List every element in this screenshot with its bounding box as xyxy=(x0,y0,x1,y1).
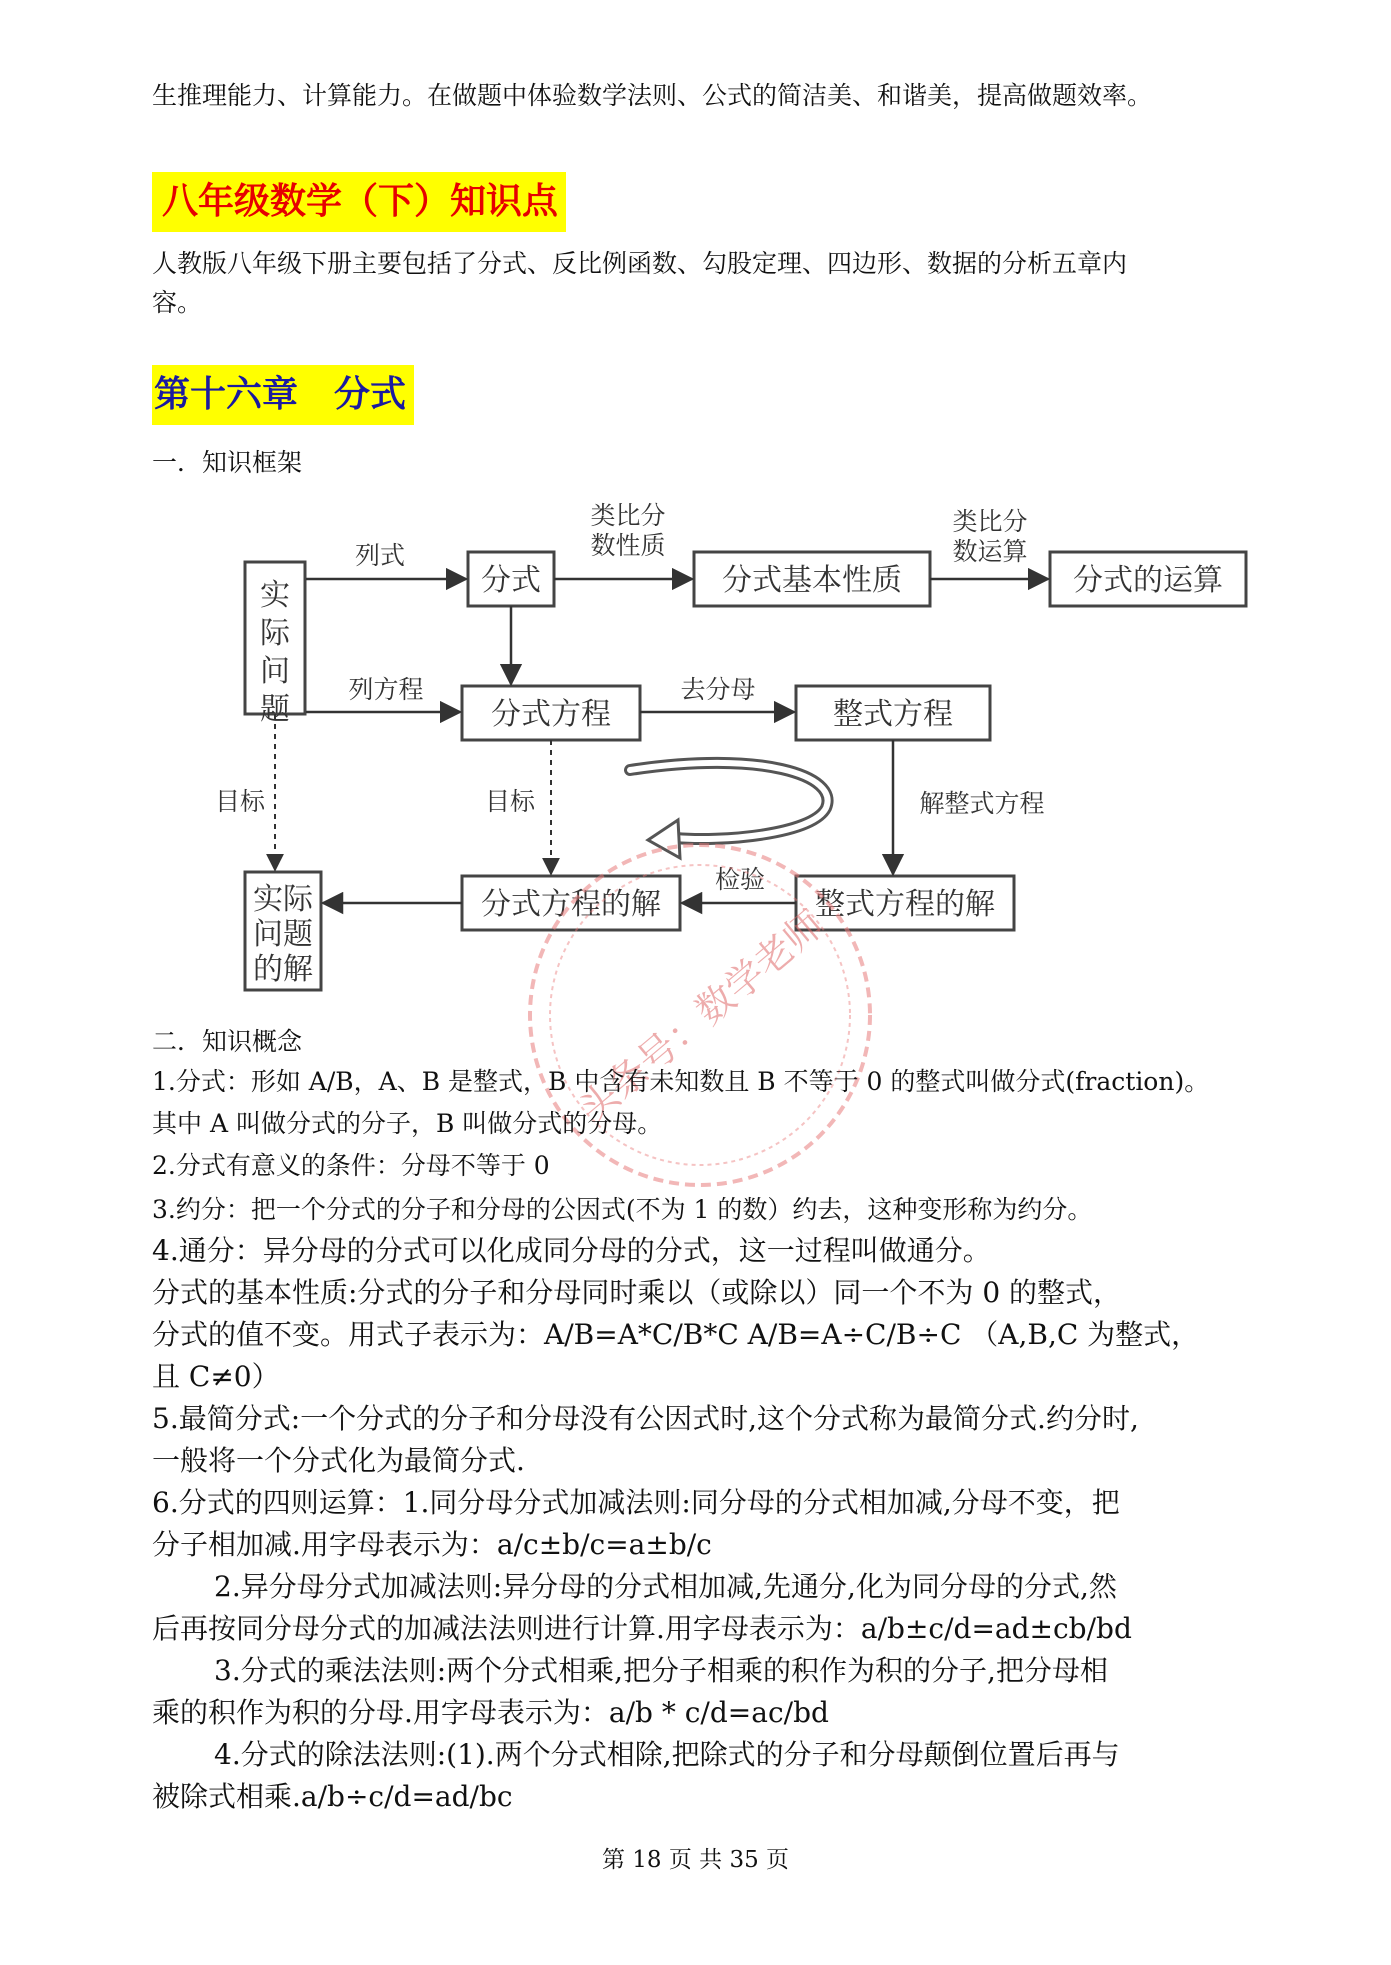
box-shiji-char-1: 实 xyxy=(260,578,290,613)
label-liefangcheng: 列方程 xyxy=(348,675,424,704)
box-shiji-char-4: 题 xyxy=(260,692,290,727)
para-8b: 后再按同分母分式的加减法法则进行计算.用字母表示为：a/b±c/d=ad±cb/bd xyxy=(152,1612,1132,1645)
page-footer: 第 18 页 共 35 页 xyxy=(601,1847,790,1873)
summary-line-1: 人教版八年级下册主要包括了分式、反比例函数、勾股定理、四边形、数据的分析五章内 xyxy=(152,249,1128,278)
box-jie-shiji-line-1: 实际 xyxy=(253,882,313,917)
para-2: 2.分式有意义的条件：分母不等于 0 xyxy=(152,1151,550,1180)
section-knowledge-framework: 一．知识框架 xyxy=(152,448,303,477)
box-jie-fenshi-label: 分式方程的解 xyxy=(481,887,661,922)
box-jie-zhengshi-label: 整式方程的解 xyxy=(815,887,995,922)
para-9a: 3.分式的乘法法则:两个分式相乘,把分子相乘的积作为积的分子,把分母相 xyxy=(214,1654,1108,1687)
box-jie-shiji-line-2: 问题 xyxy=(253,917,313,952)
box-shiji-char-3: 问 xyxy=(260,654,290,689)
para-5b: 分式的值不变。用式子表示为：A/B=A*C/B*C A/B=A÷C/B÷C （A,B,C 为整式， xyxy=(152,1318,1200,1351)
para-7a: 6.分式的四则运算：1.同分母分式加减法则:同分母的分式相加减,分母不变，把 xyxy=(152,1486,1120,1519)
para-1a: 1.分式：形如 A/B，A、B 是整式，B 中含有未知数且 B 不等于 0 的整式叫做分式(fraction)。 xyxy=(152,1067,1210,1096)
label-mubiao-left: 目标 xyxy=(214,787,266,816)
summary-line-2: 容。 xyxy=(152,288,203,317)
para-5c: 且 C≠0） xyxy=(152,1360,280,1393)
label-leibi-xingzhi-1: 类比分 xyxy=(590,501,666,530)
box-shiji-char-2: 际 xyxy=(260,616,290,651)
para-5a: 分式的基本性质:分式的分子和分母同时乘以（或除以）同一个不为 0 的整式， xyxy=(152,1276,1122,1309)
box-fenshi-label: 分式 xyxy=(481,563,541,598)
label-jianyan: 检验 xyxy=(714,865,766,894)
para-9b: 乘的积作为积的分母.用字母表示为：a/b * c/d=ac/bd xyxy=(152,1696,829,1729)
para-4: 4.通分：异分母的分式可以化成同分母的分式，这一过程叫做通分。 xyxy=(152,1234,991,1267)
box-fangcheng-label: 分式方程 xyxy=(491,697,611,732)
box-yunsuan-label: 分式的运算 xyxy=(1073,563,1223,598)
watermark-stamp xyxy=(505,820,895,1210)
box-jiben-label: 分式基本性质 xyxy=(722,563,902,598)
chapter-title: 第十六章 分式 xyxy=(152,365,414,425)
watermark-text: 头条号：数学老师 xyxy=(570,901,832,1132)
para-1b: 其中 A 叫做分式的分子，B 叫做分式的分母。 xyxy=(152,1109,663,1138)
label-leibi-xingzhi-2: 数性质 xyxy=(590,531,666,560)
para-10a: 4.分式的除法法则:(1).两个分式相除,把除式的分子和分母颠倒位置后再与 xyxy=(214,1738,1120,1771)
label-lieshi: 列式 xyxy=(354,541,406,570)
para-7b: 分子相加减.用字母表示为：a/c±b/c=a±b/c xyxy=(152,1528,712,1561)
para-10b: 被除式相乘.a/b÷c/d=ad/bc xyxy=(152,1780,513,1813)
label-qufenmu: 去分母 xyxy=(680,675,756,704)
section-knowledge-concepts: 二．知识概念 xyxy=(152,1027,303,1056)
label-leibi-yunsuan-1: 类比分 xyxy=(952,507,1028,536)
para-6a: 5.最简分式:一个分式的分子和分母没有公因式时,这个分式称为最简分式.约分时, xyxy=(152,1402,1139,1435)
box-zhengshi-label: 整式方程 xyxy=(833,697,953,732)
para-6b: 一般将一个分式化为最简分式. xyxy=(152,1444,525,1477)
label-leibi-yunsuan-2: 数运算 xyxy=(952,537,1028,566)
intro-line: 生推理能力、计算能力。在做题中体验数学法则、公式的简洁美、和谐美，提高做题效率。 xyxy=(152,81,1153,110)
label-mubiao-mid: 目标 xyxy=(484,787,536,816)
heading-main: 八年级数学（下）知识点 xyxy=(152,172,566,232)
para-8a: 2.异分母分式加减法则:异分母的分式相加减,先通分,化为同分母的分式,然 xyxy=(214,1570,1117,1603)
box-jie-shiji-line-3: 的解 xyxy=(253,952,313,987)
para-3: 3.约分：把一个分式的分子和分母的公因式(不为 1 的数）约去，这种变形称为约分。 xyxy=(152,1195,1093,1224)
label-jie-zhengshi: 解整式方程 xyxy=(919,789,1045,818)
